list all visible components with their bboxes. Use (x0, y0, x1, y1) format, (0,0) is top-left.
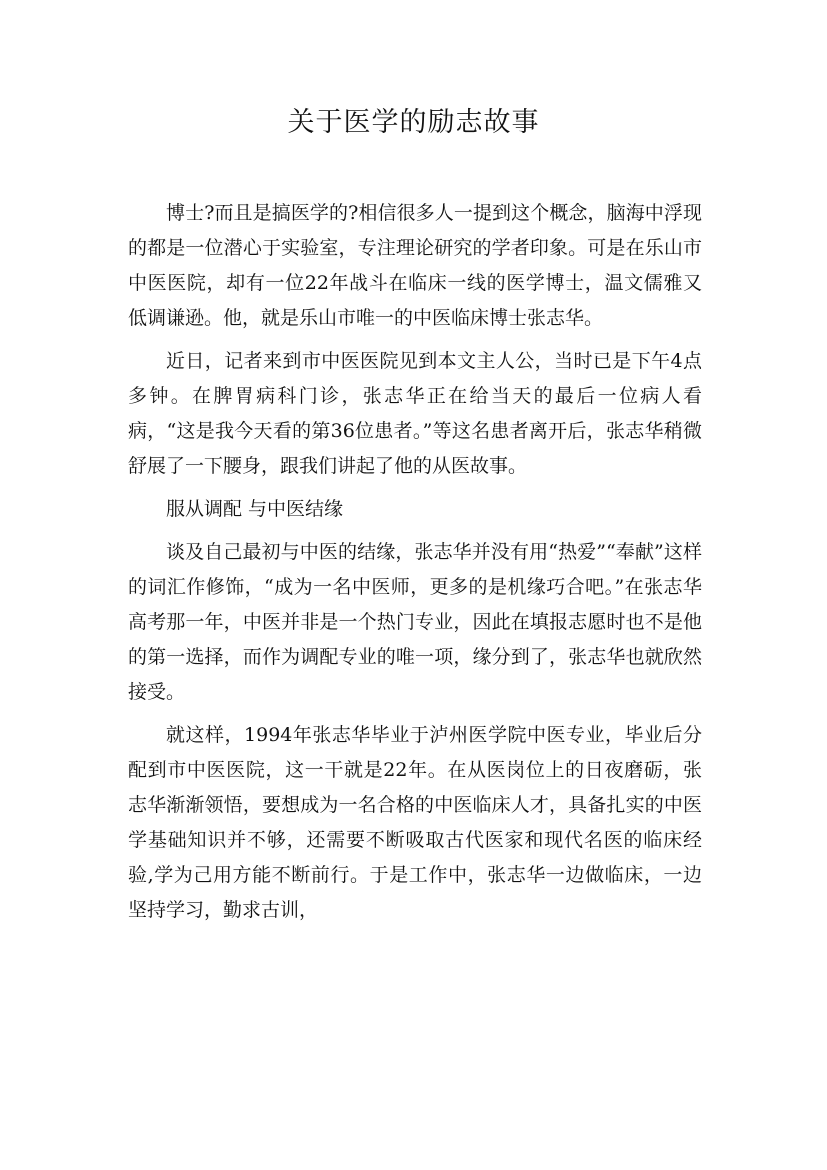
section-heading: 服从调配 与中医结缘 (166, 498, 344, 520)
paragraph-career: 就这样，1994年张志华毕业于泸州医学院中医专业，毕业后分配到市中医医院，这一干就是22年。在从医岗位上的日夜磨砺，张志华渐渐领悟，要想成为一名合格的中医临床人才，具备扎实的中医学基础知识并不够，还需要不断吸取古代医家和现代名医的临床经验,学为己用方能不断前行。于是工作中，张志华一边做临床，一边坚持学习，勤求古训， (128, 724, 702, 921)
paragraph-intro: 博士?而且是搞医学的?相信很多人一提到这个概念，脑海中浮现的都是一位潜心于实验室，专注理论研究的学者印象。可是在乐山市中医医院，却有一位22年战斗在临床一线的医学博士，温文儒雅又低调谦逊。他，就是乐山市唯一的中医临床博士张志华。 (128, 202, 702, 329)
document-title: 关于医学的励志故事 (287, 107, 540, 138)
paragraph-origin: 谈及自己最初与中医的结缘，张志华并没有用“热爱”“奉献”这样的词汇作修饰，“成为一名中医师，更多的是机缘巧合吧。”在张志华高考那一年，中医并非是一个热门专业，因此在填报志愿时也不是他的第一选择，而作为调配专业的唯一项，缘分到了，张志华也就欣然接受。 (128, 541, 702, 703)
document-body (128, 196, 702, 936)
paragraph-visit: 近日，记者来到市中医医院见到本文主人公，当时已是下午4点多钟。在脾胃病科门诊，张志华正在给当天的最后一位病人看病，“这是我今天看的第36位患者。”等这名患者离开后，张志华稍微舒展了一下腰身，跟我们讲起了他的从医故事。 (128, 350, 702, 477)
